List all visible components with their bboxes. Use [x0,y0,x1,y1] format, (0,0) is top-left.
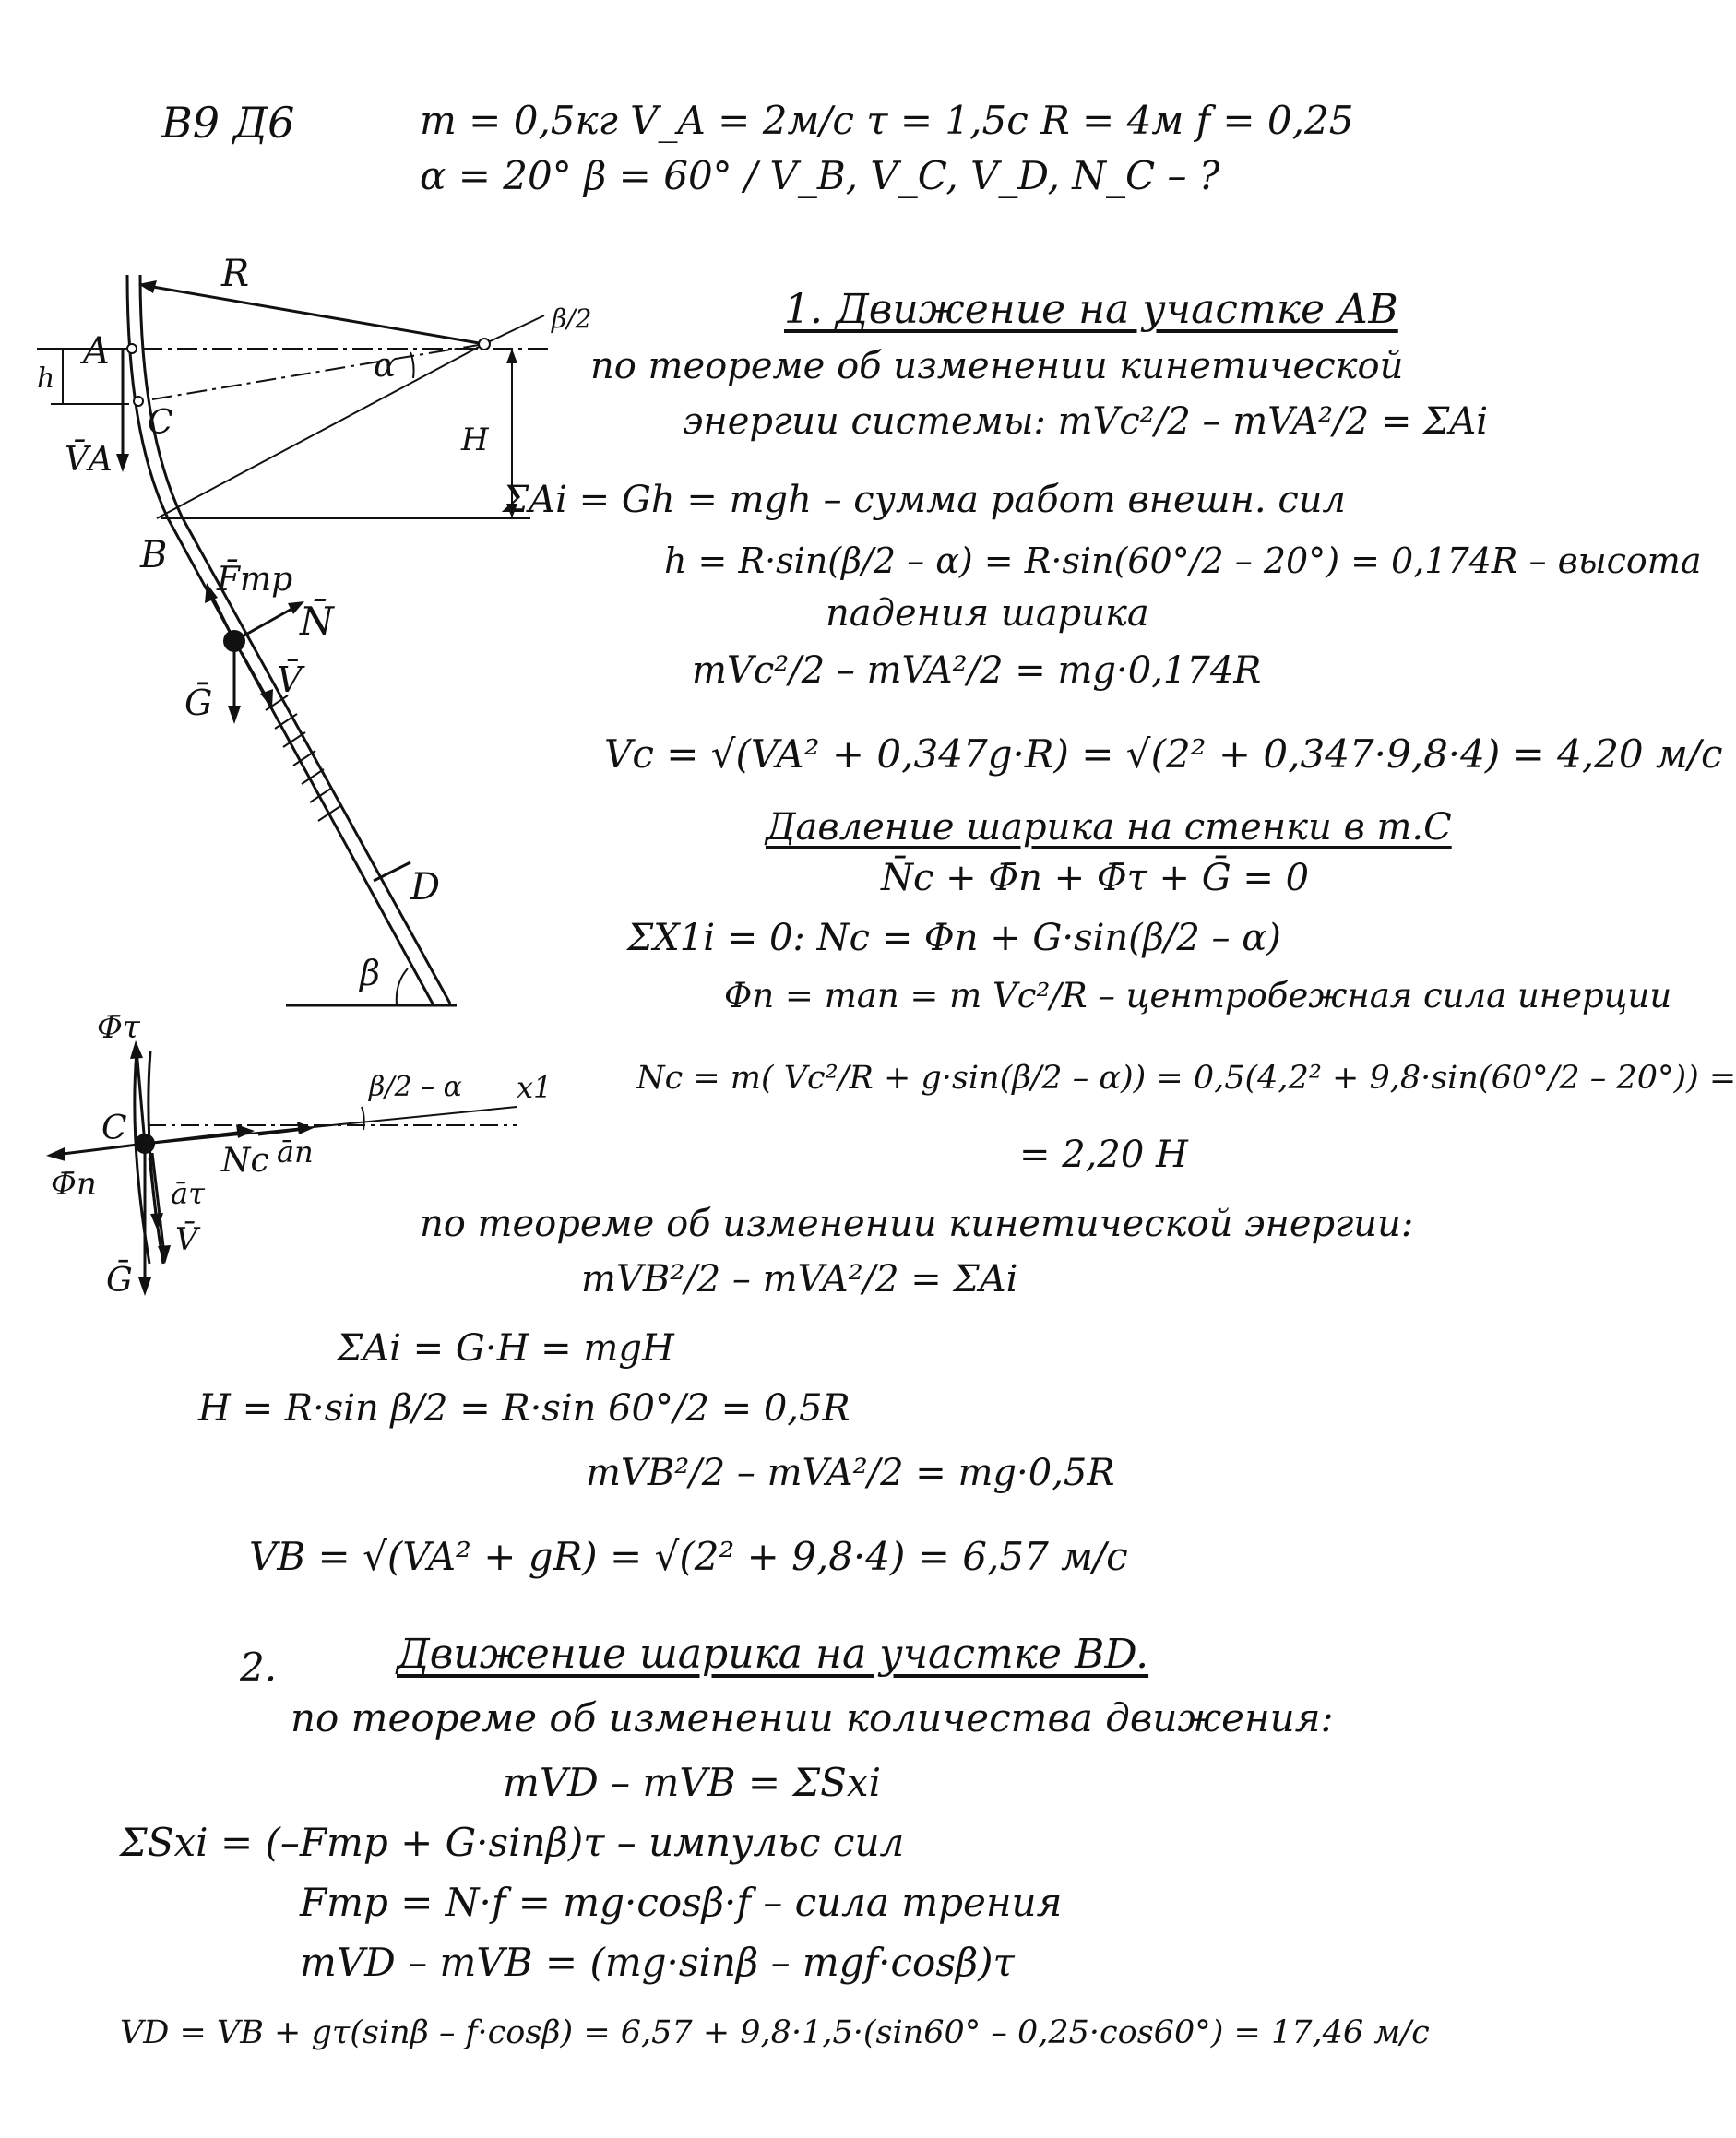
arrow-phi-n-head [46,1147,65,1161]
section1-line10: ΣX1i = 0: Nc = Φn + G·sin(β/2 – α) [627,917,1281,959]
section2-line3: ΣSxi = (–Fтр + G·sinβ)τ – импульс сил [120,1820,905,1865]
section1-line12: Nc = m( Vc²/R + g·sin(β/2 – α)) = 0,5(4,2² + 9,8·sin(60°/2 – 20°)) = [636,1060,1736,1097]
label-R: R [221,253,250,295]
label-beta-half: β/2 [552,303,592,334]
dim-H-arrow-up [506,349,517,363]
section1-line1: по теореме об изменении кинетической [590,345,1404,387]
label-B: B [140,534,168,576]
section1-line2: энергии системы: mVc²/2 – mVA²/2 = ΣAi [683,400,1489,443]
arrow-phi-tau-line [137,1050,145,1144]
label-VA: V̄A [65,441,113,479]
arrow-R-line [148,286,484,344]
section1-line3: ΣAi = Gh = mgh – сумма работ внешн. сил [503,479,1346,521]
tube-arc-left [135,1051,149,1264]
section2-line2: mVD – mVB = ΣSxi [503,1760,882,1805]
section1-line4: h = R·sin(β/2 – α) = R·sin(60°/2 – 20°) = 0,174R – высота [664,540,1702,581]
arrow-V-line [242,653,268,699]
section1-line9: N̄c + Φ̄n + Φ̄τ + Ḡ = 0 [881,857,1310,899]
label-Ftr: F̄тр [217,561,293,599]
line-beta-half [484,315,544,344]
label-A: A [83,330,110,373]
line-center-to-B [157,344,484,518]
label-h: h [37,362,55,395]
header-given-line1: m = 0,5кг V_A = 2м/с τ = 1,5с R = 4м f = 0,25 [420,98,1354,143]
arrow-Ftr-line [210,592,234,641]
label-C: C [148,404,173,442]
section2-number: 2. [240,1645,278,1690]
label-H: H [461,422,489,458]
section2-title: Движение шарика на участке ВD. [397,1631,1149,1678]
center-point [479,339,490,350]
point-D-tick [374,862,410,881]
wall-hatching [266,695,340,821]
section1-line15: mVB²/2 – mVA²/2 = ΣAi [581,1258,1018,1301]
arrow-VA-head [116,454,129,472]
label-angle: β/2 – α [369,1071,462,1103]
arrow-V-head-bottom [158,1245,171,1264]
section2-line6: VD = VB + gτ(sinβ – f·cosβ) = 6,57 + 9,8·1,5·(sin60° – 0,25·cos60°) = 17,46 м/с [120,2014,1430,2051]
section2-line4: Fтр = N·f = mg·cosβ·f – сила трения [300,1880,1063,1925]
arrow-an-head [297,1122,314,1134]
label-N: N̄ [300,599,334,644]
label-C-bottom: C [101,1110,127,1147]
section2-line5: mVD – mVB = (mg·sinβ – mgf·cosβ)τ [300,1940,1015,1985]
section1-title: 1. Движение на участке АВ [784,286,1398,333]
label-V: V̄ [277,659,303,700]
label-an: ān [277,1134,314,1170]
section1-line6: mVc²/2 – mVA²/2 = mg·0,174R [692,649,1262,692]
arrow-N-line [234,607,295,641]
section2-line1: по теореме об изменении количества движения: [291,1695,1334,1740]
label-phi-n: Φ̄n [51,1166,97,1203]
label-x1: x1 [517,1070,553,1105]
label-alpha: α [374,347,397,385]
label-Nc: Nc [221,1142,269,1180]
point-C [134,397,143,406]
label-phi-tau: Φ̄τ [97,1009,140,1046]
label-D: D [410,866,441,909]
figure-top-diagram [0,249,590,1015]
point-A [127,344,137,353]
header-given-line2: α = 20° β = 60° / V_B, V_C, V_D, N_C – ? [420,153,1220,198]
arrow-phi-n-line [55,1144,145,1155]
section1-line7: Vc = √(VA² + 0,347g·R) = √(2² + 0,347·9,8·4) = 4,20 м/с [604,731,1723,777]
section1-line16: ΣAi = G·H = mgH [337,1327,674,1370]
section1-line18: mVB²/2 – mVA²/2 = mg·0,5R [586,1452,1115,1494]
dashdot-center-to-C [152,344,484,399]
section1-line11: Φn = man = m Vc²/R – центробежная сила инерции [724,976,1672,1016]
figure-bottom-diagram [0,996,590,1328]
section1-line13: = 2,20 Н [1019,1134,1188,1176]
section1-line8: Давление шарика на стенки в т.С [766,806,1452,849]
arrow-Nc-head [236,1124,255,1138]
label-V-bottom: V̄ [175,1221,198,1258]
arrow-G-head [228,706,241,724]
section1-line17: H = R·sin β/2 = R·sin 60°/2 = 0,5R [198,1387,850,1430]
label-a-tau: āτ [171,1176,205,1211]
label-beta: β [360,953,380,993]
tube-curve-outer [140,275,182,517]
arrow-G-head-bottom [138,1277,151,1296]
section1-line5: падения шарика [826,592,1149,635]
section1-line19: VB = √(VA² + gR) = √(2² + 9,8·4) = 6,57 м/с [249,1534,1128,1579]
header-variant: B9 Д6 [161,98,295,148]
label-G-bottom: Ḡ [106,1262,133,1300]
angle-arc [362,1107,364,1130]
label-G: Ḡ [184,683,213,723]
section1-line14: по теореме об изменении кинетической энергии: [420,1203,1414,1245]
